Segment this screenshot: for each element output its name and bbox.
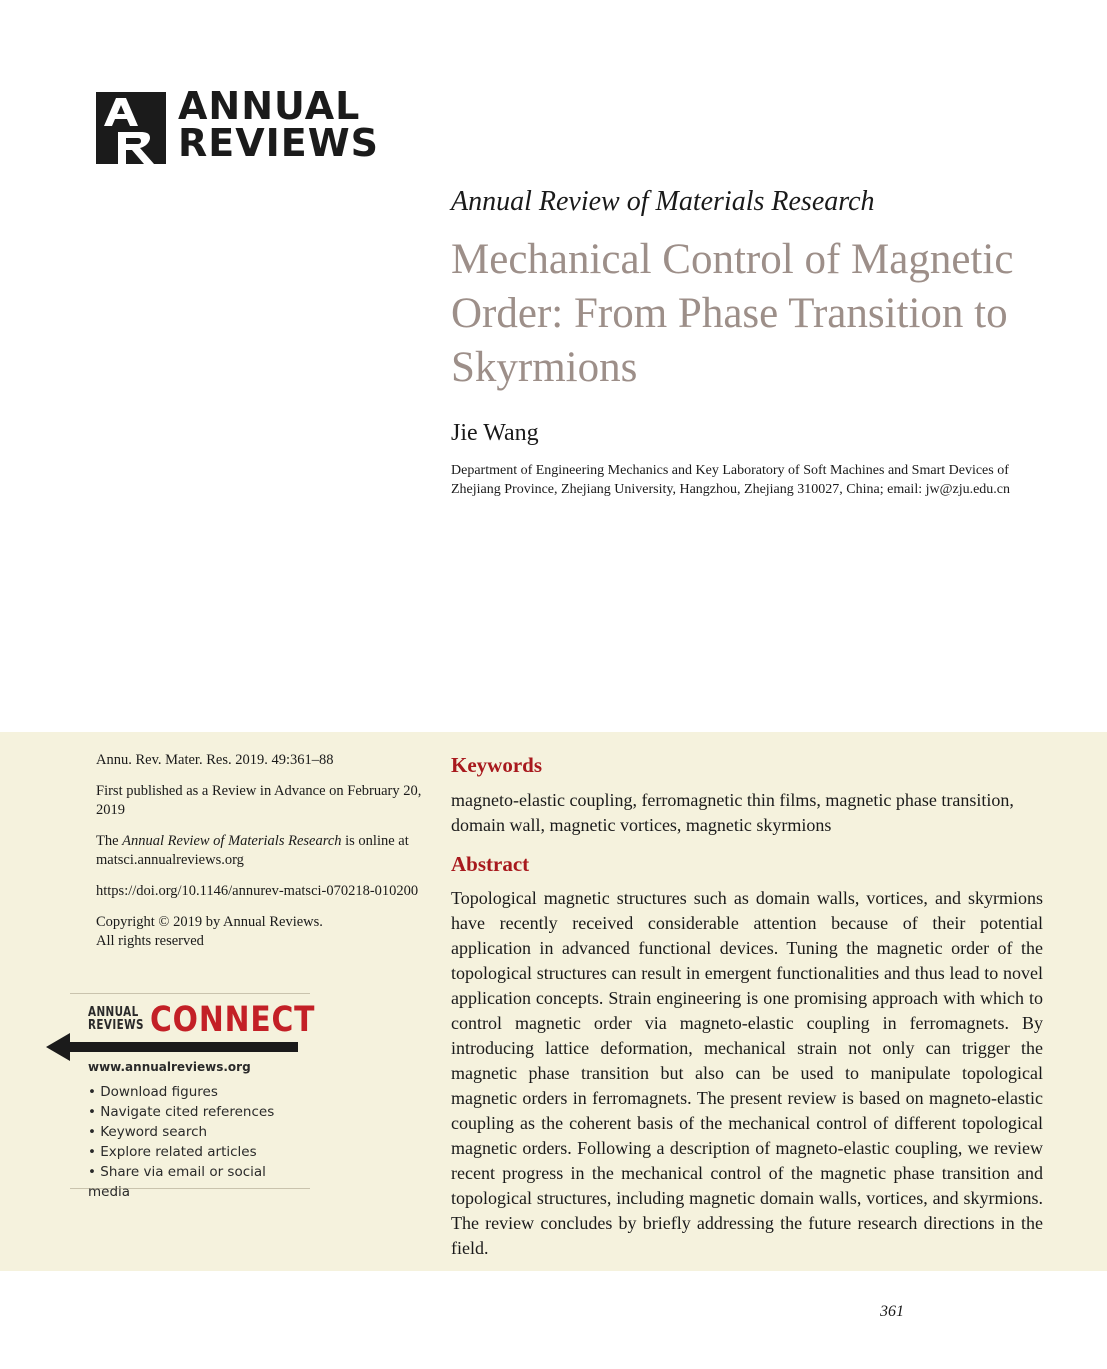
- connect-title: CONNECT: [150, 1000, 316, 1040]
- copyright: [96, 913, 426, 951]
- arrow-left-icon: [46, 1030, 300, 1064]
- abstract-text: Topological magnetic structures such as domain walls, vortices, and skyrmions have recently received considerable attention because of their potential application in advanced functional devices. Tuning the magnetic order of the topological structures can result in emergent functionalities and thus lead to novel application concepts. Strain engineering is one promising approach with which to control magnetic order via magneto-elastic coupling in ferromagnets. By introducing lattice deformation, mechanical strain not only can trigger the magnetic phase transition but also can be used to manipulate topological magnetic orders in ferromagnets. The present review is based on magneto-elastic coupling as the coherent basis of the mechanical control of different topological magnetic orders. Following a description of magneto-elastic coupling, we review recent progress in the mechanical control of the magnetic phase transition and topological structures, including magnetic domain walls, vortices, and skyrmions. The review concludes by briefly addressing the future research directions in the field.: [451, 888, 1043, 1258]
- logo-wordmark: [178, 84, 380, 165]
- publication-date: First published as a Review in Advance on February 20, 2019: [96, 783, 422, 818]
- annual-reviews-logo: [96, 84, 386, 165]
- abstract-heading: Abstract: [451, 852, 530, 876]
- list-item: • Navigate cited references: [88, 1104, 275, 1120]
- logo-line-2: REVIEWS: [178, 121, 380, 165]
- doi-link[interactable]: https://doi.org/10.1146/annurev-matsci-070218-010200: [96, 883, 419, 899]
- article-metadata: [96, 751, 426, 963]
- list-item: • Keyword search: [88, 1124, 208, 1140]
- annual-reviews-connect[interactable]: [70, 993, 316, 1200]
- connect-small-logo: [88, 1006, 144, 1032]
- page-number: 361: [880, 1303, 904, 1320]
- connect-feature-list: [88, 1082, 310, 1202]
- connect-url[interactable]: www.annualreviews.org: [88, 1060, 251, 1074]
- online-prefix: The: [96, 833, 123, 849]
- logo-line-1: ANNUAL: [178, 84, 361, 128]
- list-item: • Share via email or social media: [88, 1164, 266, 1200]
- list-item: • Download figures: [88, 1084, 218, 1100]
- citation: Annu. Rev. Mater. Res. 2019. 49:361–88: [96, 752, 334, 768]
- online-suffix: is online at matsci.annualreviews.org: [96, 833, 409, 868]
- author-name: Jie Wang: [451, 420, 539, 446]
- rights-line: All rights reserved: [96, 933, 204, 949]
- keywords-text: magneto-elastic coupling, ferromagnetic thin films, magnetic phase transition, domain wall, magnetic vortices, magnetic skyrmions: [451, 790, 1014, 835]
- ar-logo-icon: [96, 92, 166, 164]
- copyright-line: Copyright © 2019 by Annual Reviews.: [96, 914, 323, 930]
- article-title: Mechanical Control of Magnetic Order: From Phase Transition to Skyrmions: [451, 236, 1014, 391]
- connect-small-line-1: ANNUAL: [88, 1005, 139, 1020]
- author-affiliation: Department of Engineering Mechanics and Key Laboratory of Soft Machines and Smart Devices of Zhejiang Province, Zhejiang University, Hangzhou, Zhejiang 310027, China; email: jw@zju.edu.cn: [451, 463, 1011, 497]
- online-journal: Annual Review of Materials Research: [122, 833, 342, 849]
- list-item: • Explore related articles: [88, 1144, 257, 1160]
- connect-small-line-2: REVIEWS: [88, 1018, 144, 1033]
- journal-name: Annual Review of Materials Research: [451, 186, 875, 217]
- keywords-heading: Keywords: [451, 753, 542, 777]
- online-note: [96, 832, 426, 870]
